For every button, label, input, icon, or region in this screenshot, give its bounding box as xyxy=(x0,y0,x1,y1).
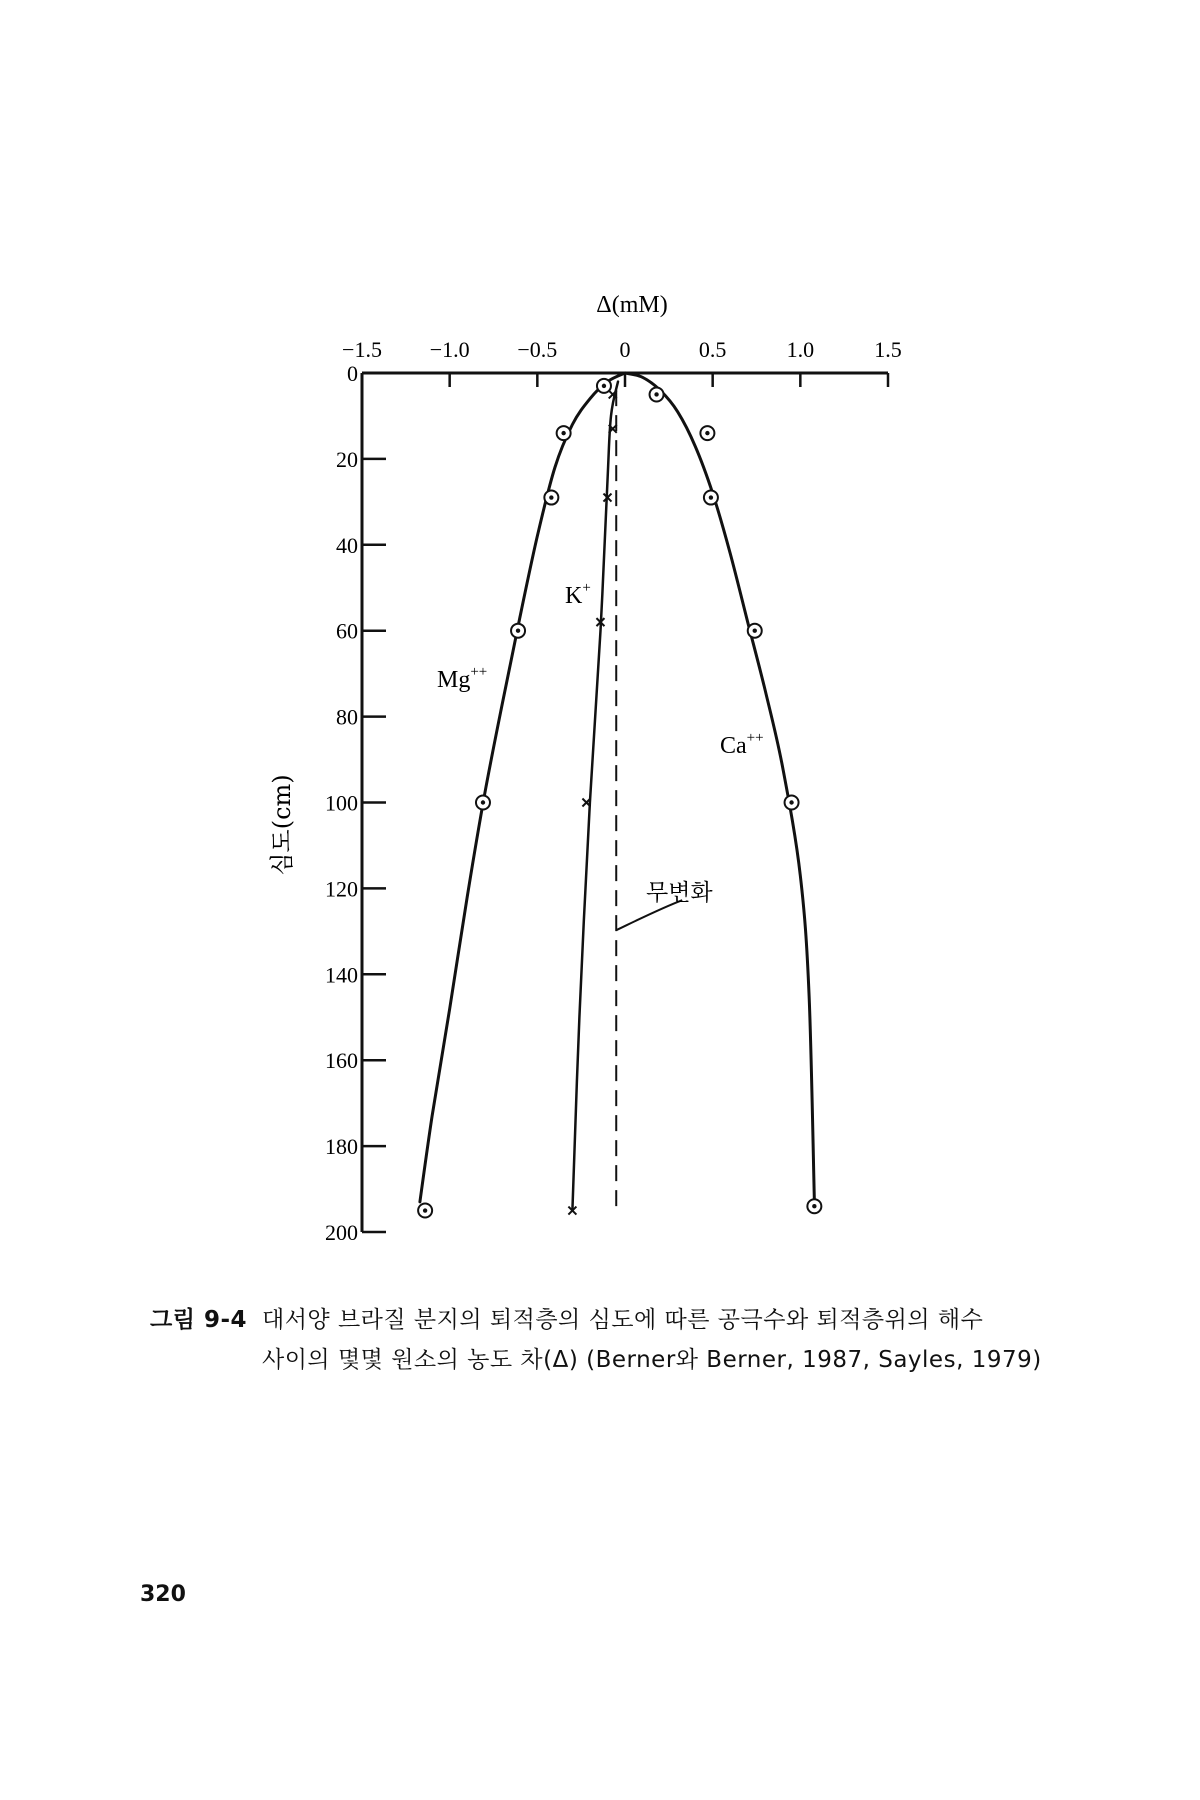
x-tick-label: −1.5 xyxy=(342,337,382,362)
ca-curve xyxy=(625,373,814,1202)
x-tick-label: 0 xyxy=(619,337,631,362)
y-tick-label: 80 xyxy=(336,704,358,730)
page-number: 320 xyxy=(140,1582,186,1607)
x-tick-label: −0.5 xyxy=(517,337,558,362)
x-tick-label: 0.5 xyxy=(698,337,727,362)
mg-point-dot xyxy=(423,1208,427,1212)
no-change-label: 무변화 xyxy=(646,880,713,906)
series-labels xyxy=(437,580,764,759)
x-tick-label: 1.5 xyxy=(874,337,902,362)
x-axis-title: Δ(mM) xyxy=(596,292,668,318)
mg-point xyxy=(544,491,558,505)
caption-line-1: 대서양 브라질 분지의 퇴적층의 심도에 따른 공극수와 퇴적층위의 해수 xyxy=(262,1307,984,1333)
ca-point-dot xyxy=(705,431,709,435)
y-tick-label: 160 xyxy=(325,1048,358,1074)
y-tick-label: 40 xyxy=(336,532,358,558)
mg-point-dot xyxy=(481,800,485,804)
k-curve xyxy=(572,382,618,1211)
ca-series-label: Ca++ xyxy=(720,730,764,759)
mg-point xyxy=(418,1204,432,1218)
x-axis xyxy=(342,337,902,387)
k-series-label: K+ xyxy=(565,580,591,609)
ca-point-dot xyxy=(789,800,793,804)
caption-label: 그림 9-4 xyxy=(150,1307,247,1333)
mg-point xyxy=(511,624,525,638)
mg-point-dot xyxy=(516,629,520,633)
y-tick-label: 0 xyxy=(347,361,358,386)
mg-point-dot xyxy=(602,384,606,388)
mg-point-dot xyxy=(549,495,553,499)
figure-caption xyxy=(150,1300,1090,1380)
x-tick-label: −1.0 xyxy=(429,337,470,362)
y-axis xyxy=(325,361,386,1245)
mg-series-label: Mg++ xyxy=(437,664,488,693)
y-axis-title: 심도(cm) xyxy=(268,774,296,876)
ca-point xyxy=(785,796,799,810)
mg-point xyxy=(476,796,490,810)
ca-point-dot xyxy=(812,1204,816,1208)
mg-curve xyxy=(420,373,625,1202)
mg-point xyxy=(557,426,571,440)
mg-point-dot xyxy=(561,431,565,435)
y-tick-label: 200 xyxy=(325,1220,358,1245)
ca-point-dot xyxy=(753,629,757,633)
y-tick-label: 60 xyxy=(336,618,358,644)
ca-point-dot xyxy=(709,495,713,499)
y-tick-label: 120 xyxy=(325,876,358,902)
x-tick-label: 1.0 xyxy=(786,337,815,362)
y-tick-label: 100 xyxy=(325,790,358,816)
y-tick-label: 180 xyxy=(325,1134,358,1160)
y-tick-label: 140 xyxy=(325,962,358,988)
caption-line-2: 사이의 몇몇 원소의 농도 차(Δ) (Berner와 Berner, 1987, Sayles, 1979) xyxy=(262,1347,1042,1373)
y-tick-label: 20 xyxy=(336,446,358,472)
ca-point xyxy=(650,387,664,401)
ca-point-dot xyxy=(654,392,658,396)
ca-point xyxy=(807,1199,821,1213)
ca-point xyxy=(700,426,714,440)
ca-point xyxy=(704,491,718,505)
ca-point xyxy=(748,624,762,638)
series-layer xyxy=(418,373,821,1218)
